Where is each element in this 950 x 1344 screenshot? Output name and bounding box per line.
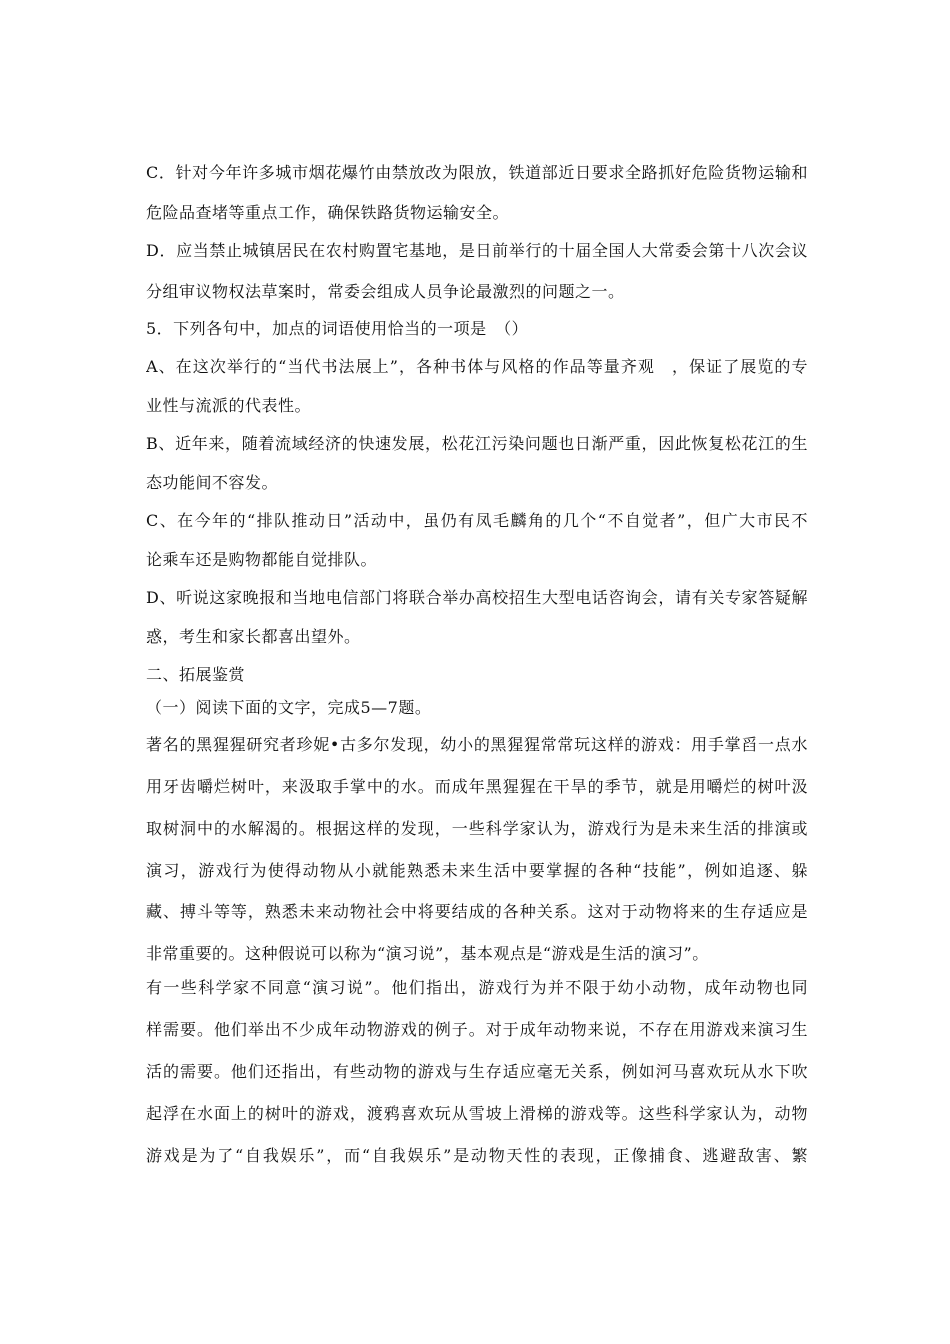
passage-paragraph-1-line-3: 取树洞中的水解渴的。根据这样的发现，一些科学家认为，游戏行为是未来生活的排演或 <box>146 819 808 838</box>
passage-paragraph-1-line-6: 非常重要的。这种假说可以称为“演习说”，基本观点是“游戏是生活的演习”。 <box>146 944 709 963</box>
q5-option-b-line-2: 态功能间不容发。 <box>146 473 279 492</box>
option-c-line-2: 危险品查堵等重点工作，确保铁路货物运输安全。 <box>146 203 510 222</box>
q5-option-c-line-1: C、在今年的“排队推动日”活动中，虽仍有凤毛麟角的几个“不自觉者”，但广大市民不 <box>146 511 808 530</box>
question-5-stem: 5．下列各句中，加点的词语使用恰当的一项是 （） <box>146 319 529 338</box>
passage-paragraph-2-line-2: 样需要。他们举出不少成年动物游戏的例子。对于成年动物来说，不存在用游戏来演习生 <box>146 1020 808 1039</box>
q5-option-c-line-2: 论乘车还是购物都能自觉排队。 <box>146 550 378 569</box>
passage-paragraph-1-line-1: 著名的黑猩猩研究者珍妮•古多尔发现，幼小的黑猩猩常常玩这样的游戏：用手掌舀一点水 <box>146 735 808 754</box>
passage-paragraph-2-line-3: 活的需要。他们还指出，有些动物的游戏与生存适应毫无关系，例如河马喜欢玩从水下吹 <box>146 1062 808 1081</box>
q5-option-a-line-2: 业性与流派的代表性。 <box>146 396 312 415</box>
passage-paragraph-1-line-2: 用牙齿嚼烂树叶，来汲取手掌中的水。而成年黑猩猩在干旱的季节，就是用嚼烂的树叶汲 <box>146 777 808 796</box>
option-c-line-1: C．针对今年许多城市烟花爆竹由禁放改为限放，铁道部近日要求全路抓好危险货物运输和 <box>146 163 808 182</box>
passage-paragraph-2-line-4: 起浮在水面上的树叶的游戏，渡鸦喜欢玩从雪坡上滑梯的游戏等。这些科学家认为，动物 <box>146 1104 808 1123</box>
passage-paragraph-1-line-4: 演习，游戏行为使得动物从小就能熟悉未来生活中要掌握的各种“技能”，例如追逐、躲 <box>146 861 808 880</box>
passage-paragraph-2-line-1: 有一些科学家不同意“演习说”。他们指出，游戏行为并不限于幼小动物，成年动物也同 <box>146 978 808 997</box>
option-d-line-1: D．应当禁止城镇居民在农村购置宅基地，是日前举行的十届全国人大常委会第十八次会议 <box>146 241 808 260</box>
option-d-line-2: 分组审议物权法草案时，常委会组成人员争论最激烈的问题之一。 <box>146 282 625 301</box>
q5-option-d-line-1: D、听说这家晚报和当地电信部门将联合举办高校招生大型电话咨询会，请有关专家答疑解 <box>146 588 808 607</box>
reading-instruction: （一）阅读下面的文字，完成5—7题。 <box>146 698 432 717</box>
q5-option-a-line-1: A、在这次举行的“当代书法展上”，各种书体与风格的作品等量齐观 ，保证了展览的专 <box>146 357 808 376</box>
q5-option-d-line-2: 惑，考生和家长都喜出望外。 <box>146 627 361 646</box>
passage-paragraph-2-line-5: 游戏是为了“自我娱乐”，而“自我娱乐”是动物天性的表现，正像捕食、逃避敌害、繁 <box>146 1146 808 1165</box>
passage-paragraph-1-line-5: 藏、搏斗等等，熟悉未来动物社会中将要结成的各种关系。这对于动物将来的生存适应是 <box>146 902 808 921</box>
q5-option-b-line-1: B、近年来，随着流域经济的快速发展，松花江污染问题也日渐严重，因此恢复松花江的生 <box>146 434 808 453</box>
section-heading: 二、拓展鉴赏 <box>146 665 246 684</box>
